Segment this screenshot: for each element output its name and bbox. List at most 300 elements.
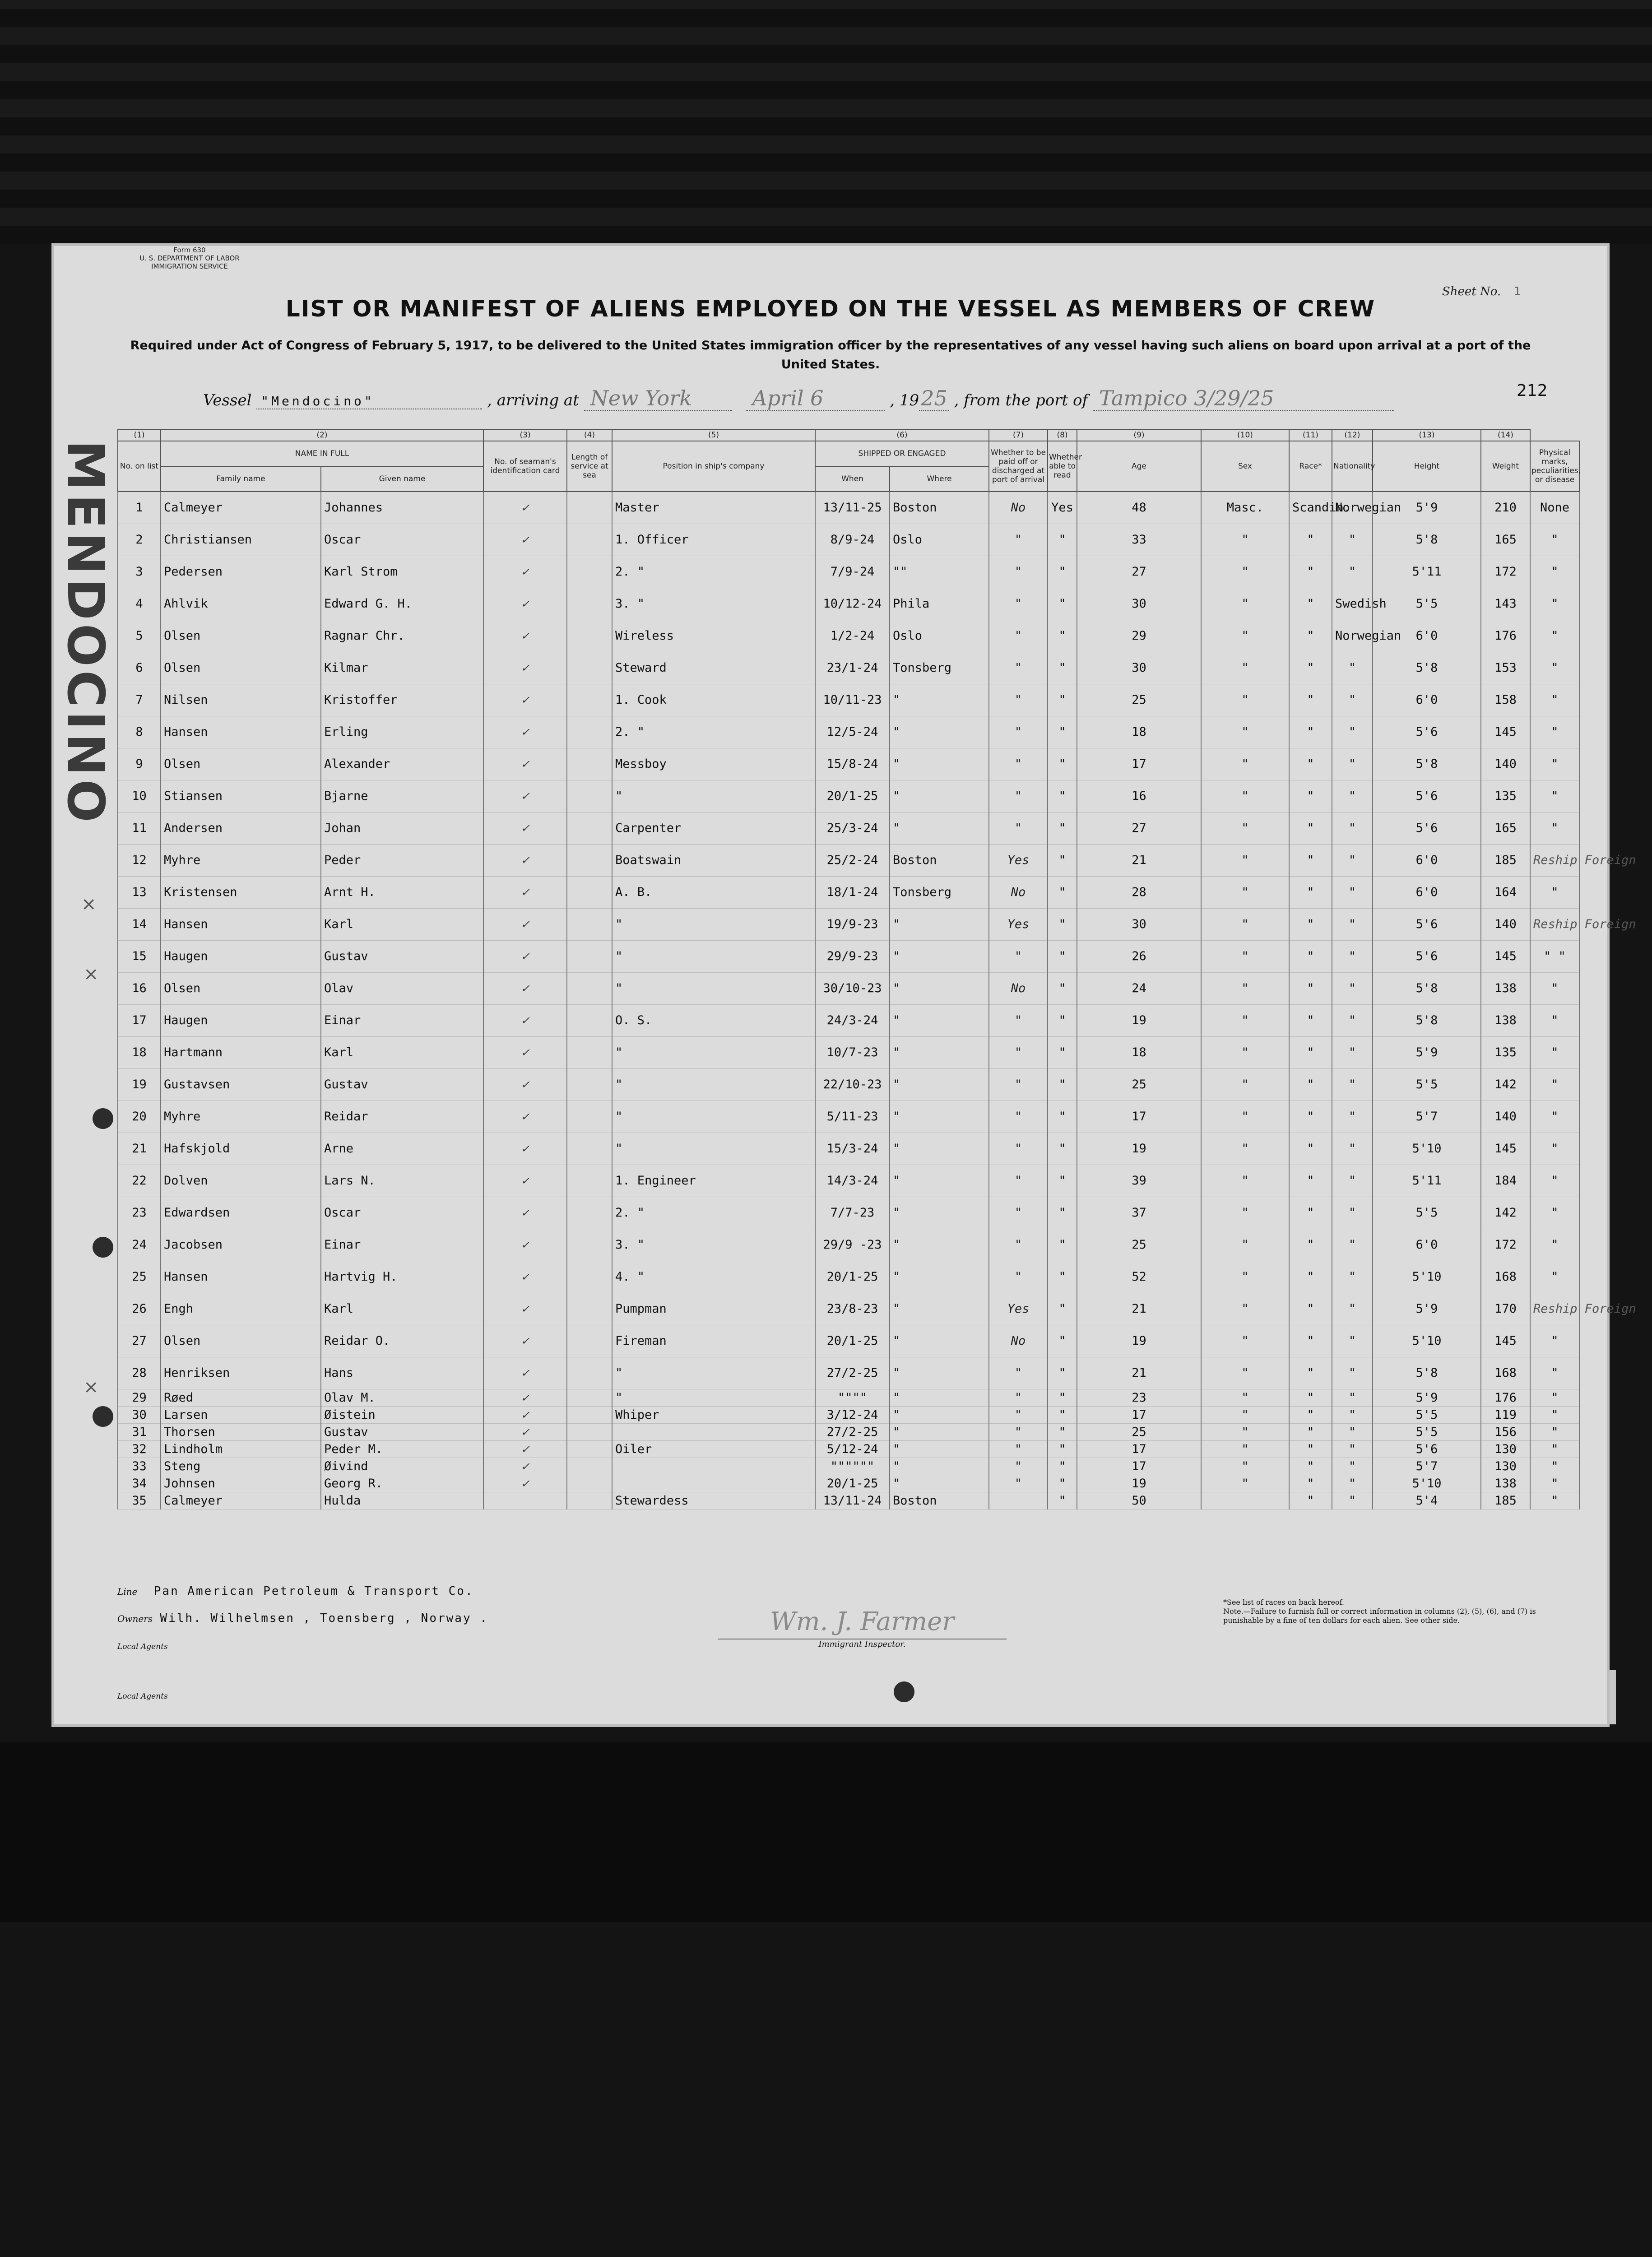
cell-service bbox=[567, 1357, 612, 1389]
cell-shipped-where: " bbox=[890, 1293, 989, 1325]
film-border-top bbox=[0, 0, 1652, 244]
cell-race: " bbox=[1289, 1293, 1332, 1325]
cell-age: 48 bbox=[1077, 492, 1201, 524]
cell-height: 5'11 bbox=[1373, 1165, 1481, 1197]
cell-sex: " bbox=[1201, 1407, 1289, 1424]
cell-race: Scandin. bbox=[1289, 492, 1332, 524]
cell-service bbox=[567, 1101, 612, 1133]
cell-family-name: Calmeyer bbox=[161, 492, 321, 524]
cell-height: 5'8 bbox=[1373, 524, 1481, 556]
cell-height: 5'8 bbox=[1373, 1005, 1481, 1037]
cell-weight: 170 bbox=[1481, 1293, 1530, 1325]
from-port: Tampico 3/29/25 bbox=[1093, 386, 1394, 411]
col-num: (12) bbox=[1332, 429, 1373, 441]
cell-list-no: 15 bbox=[118, 941, 161, 973]
arriving-label: , arriving at bbox=[487, 391, 579, 409]
cell-weight: 145 bbox=[1481, 1133, 1530, 1165]
cell-family-name: Lindholm bbox=[161, 1441, 321, 1458]
cell-race: " bbox=[1289, 1005, 1332, 1037]
cell-able-to-read: " bbox=[1048, 1441, 1077, 1458]
cell-age: 39 bbox=[1077, 1165, 1201, 1197]
cell-list-no: 32 bbox=[118, 1441, 161, 1458]
cell-given-name: Øistein bbox=[321, 1407, 483, 1424]
cell-family-name: Johnsen bbox=[161, 1475, 321, 1492]
cell-service bbox=[567, 1441, 612, 1458]
cell-paid-off: " bbox=[989, 620, 1048, 652]
cell-shipped-where: Tonsberg bbox=[890, 652, 989, 684]
cell-given-name: Erling bbox=[321, 716, 483, 748]
table-row bbox=[118, 1357, 1579, 1389]
cell-shipped-when: 27/2-25 bbox=[815, 1424, 890, 1441]
page-subtitle: Required under Act of Congress of February 5, 1917, to be delivered to the United States immigration officer by the representatives of any vessel having such aliens on board upon arrival at a port of the United States. bbox=[130, 339, 1531, 372]
cell-physical-marks: " bbox=[1530, 524, 1579, 556]
cell-position: " bbox=[612, 1389, 815, 1407]
cell-list-no: 27 bbox=[118, 1325, 161, 1357]
cell-shipped-when: 20/1-25 bbox=[815, 1325, 890, 1357]
cell-shipped-where: " bbox=[890, 748, 989, 780]
cell-nationality: " bbox=[1332, 973, 1373, 1005]
table-row bbox=[118, 652, 1579, 684]
cell-nationality: " bbox=[1332, 1229, 1373, 1261]
table-row bbox=[118, 1197, 1579, 1229]
cell-nationality: " bbox=[1332, 1325, 1373, 1357]
cell-shipped-when: 22/10-23 bbox=[815, 1069, 890, 1101]
cell-able-to-read: " bbox=[1048, 1133, 1077, 1165]
cell-weight: 135 bbox=[1481, 1037, 1530, 1069]
cell-family-name: Larsen bbox=[161, 1407, 321, 1424]
table-row bbox=[118, 973, 1579, 1005]
cell-family-name: Engh bbox=[161, 1293, 321, 1325]
sheet-number-value: 1 bbox=[1513, 285, 1521, 298]
cell-shipped-when: 25/2-24 bbox=[815, 845, 890, 877]
cell-height: 5'7 bbox=[1373, 1101, 1481, 1133]
cell-race: " bbox=[1289, 1441, 1332, 1458]
cell-list-no: 7 bbox=[118, 684, 161, 716]
cell-position: Boatswain bbox=[612, 845, 815, 877]
manifest-table-wrap bbox=[117, 429, 1636, 1509]
cell-physical-marks: " bbox=[1530, 1165, 1579, 1197]
cell-physical-marks: " bbox=[1530, 1229, 1579, 1261]
form-department: U. S. DEPARTMENT OF LABOR bbox=[139, 254, 240, 262]
cell-id-card: ✓ bbox=[483, 1407, 567, 1424]
cell-sex: " bbox=[1201, 716, 1289, 748]
cell-nationality: " bbox=[1332, 1101, 1373, 1133]
cell-paid-off: " bbox=[989, 1037, 1048, 1069]
cell-nationality: " bbox=[1332, 1133, 1373, 1165]
header-service: Length of service at sea bbox=[567, 441, 612, 492]
cell-id-card: ✓ bbox=[483, 748, 567, 780]
cell-list-no: 1 bbox=[118, 492, 161, 524]
cell-service bbox=[567, 1325, 612, 1357]
cell-paid-off: " bbox=[989, 524, 1048, 556]
cell-physical-marks: Reship Foreign bbox=[1530, 909, 1579, 941]
cell-paid-off: " bbox=[989, 1229, 1048, 1261]
cell-service bbox=[567, 556, 612, 588]
col-num: (5) bbox=[612, 429, 815, 441]
cell-shipped-when: 24/3-24 bbox=[815, 1005, 890, 1037]
cell-sex: " bbox=[1201, 684, 1289, 716]
cell-id-card: ✓ bbox=[483, 652, 567, 684]
col-num: (1) bbox=[118, 429, 161, 441]
cell-id-card bbox=[483, 1492, 567, 1509]
cell-physical-marks: " bbox=[1530, 1069, 1579, 1101]
cell-service bbox=[567, 909, 612, 941]
cell-family-name: Myhre bbox=[161, 845, 321, 877]
cell-age: 27 bbox=[1077, 813, 1201, 845]
margin-x-mark: × bbox=[81, 894, 97, 915]
column-number-row bbox=[118, 429, 1579, 441]
cell-id-card: ✓ bbox=[483, 973, 567, 1005]
cell-paid-off: " bbox=[989, 813, 1048, 845]
cell-list-no: 22 bbox=[118, 1165, 161, 1197]
cell-given-name: Reidar bbox=[321, 1101, 483, 1133]
cell-height: 5'9 bbox=[1373, 1293, 1481, 1325]
cell-id-card: ✓ bbox=[483, 845, 567, 877]
cell-able-to-read: " bbox=[1048, 1101, 1077, 1133]
col-num: (3) bbox=[483, 429, 567, 441]
cell-id-card: ✓ bbox=[483, 1424, 567, 1441]
cell-race: " bbox=[1289, 1069, 1332, 1101]
table-row bbox=[118, 1229, 1579, 1261]
cell-paid-off: " bbox=[989, 684, 1048, 716]
cell-given-name: Reidar O. bbox=[321, 1325, 483, 1357]
cell-family-name: Calmeyer bbox=[161, 1492, 321, 1509]
cell-weight: 158 bbox=[1481, 684, 1530, 716]
cell-weight: 184 bbox=[1481, 1165, 1530, 1197]
cell-race: " bbox=[1289, 1325, 1332, 1357]
cell-list-no: 23 bbox=[118, 1197, 161, 1229]
cell-height: 5'10 bbox=[1373, 1325, 1481, 1357]
cell-able-to-read: " bbox=[1048, 588, 1077, 620]
cell-shipped-where: " bbox=[890, 1165, 989, 1197]
cell-paid-off: Yes bbox=[989, 1293, 1048, 1325]
cell-able-to-read: " bbox=[1048, 1165, 1077, 1197]
cell-able-to-read: " bbox=[1048, 1197, 1077, 1229]
cell-nationality: " bbox=[1332, 1407, 1373, 1424]
cell-physical-marks: " bbox=[1530, 1424, 1579, 1441]
cell-sex: " bbox=[1201, 1293, 1289, 1325]
cell-height: 5'5 bbox=[1373, 1424, 1481, 1441]
cell-paid-off: " bbox=[989, 748, 1048, 780]
cell-given-name: Gustav bbox=[321, 941, 483, 973]
cell-able-to-read: " bbox=[1048, 813, 1077, 845]
cell-age: 33 bbox=[1077, 524, 1201, 556]
cell-id-card: ✓ bbox=[483, 1389, 567, 1407]
table-row bbox=[118, 620, 1579, 652]
cell-physical-marks: " bbox=[1530, 1325, 1579, 1357]
cell-sex: " bbox=[1201, 1229, 1289, 1261]
cell-shipped-when: 20/1-25 bbox=[815, 780, 890, 813]
cell-shipped-when: 19/9-23 bbox=[815, 909, 890, 941]
cell-height: 5'5 bbox=[1373, 1407, 1481, 1424]
table-row bbox=[118, 813, 1579, 845]
cell-sex: " bbox=[1201, 620, 1289, 652]
cell-id-card: ✓ bbox=[483, 780, 567, 813]
cell-nationality: " bbox=[1332, 877, 1373, 909]
cell-id-card: ✓ bbox=[483, 1069, 567, 1101]
cell-list-no: 25 bbox=[118, 1261, 161, 1293]
cell-list-no: 9 bbox=[118, 748, 161, 780]
cell-age: 25 bbox=[1077, 1229, 1201, 1261]
cell-age: 19 bbox=[1077, 1005, 1201, 1037]
cell-shipped-where: " bbox=[890, 1101, 989, 1133]
cell-height: 5'6 bbox=[1373, 813, 1481, 845]
cell-service bbox=[567, 813, 612, 845]
cell-service bbox=[567, 716, 612, 748]
cell-id-card: ✓ bbox=[483, 716, 567, 748]
cell-id-card: ✓ bbox=[483, 524, 567, 556]
cell-given-name: Johan bbox=[321, 813, 483, 845]
cell-nationality: " bbox=[1332, 941, 1373, 973]
owners-label: Owners bbox=[117, 1613, 153, 1624]
cell-weight: 138 bbox=[1481, 973, 1530, 1005]
cell-paid-off: No bbox=[989, 877, 1048, 909]
cell-age: 26 bbox=[1077, 941, 1201, 973]
cell-physical-marks: " bbox=[1530, 1357, 1579, 1389]
cell-age: 52 bbox=[1077, 1261, 1201, 1293]
cell-weight: 140 bbox=[1481, 909, 1530, 941]
cell-race: " bbox=[1289, 845, 1332, 877]
cell-sex: " bbox=[1201, 909, 1289, 941]
cell-able-to-read: " bbox=[1048, 652, 1077, 684]
cell-weight: 145 bbox=[1481, 1325, 1530, 1357]
cell-race: " bbox=[1289, 524, 1332, 556]
cell-sex: " bbox=[1201, 1197, 1289, 1229]
cell-nationality: " bbox=[1332, 1475, 1373, 1492]
cell-able-to-read: " bbox=[1048, 1407, 1077, 1424]
cell-list-no: 34 bbox=[118, 1475, 161, 1492]
cell-weight: 168 bbox=[1481, 1261, 1530, 1293]
cell-paid-off: No bbox=[989, 973, 1048, 1005]
margin-x-mark: × bbox=[84, 964, 99, 985]
col-num: (13) bbox=[1373, 429, 1481, 441]
cell-id-card: ✓ bbox=[483, 1165, 567, 1197]
cell-height: 5'7 bbox=[1373, 1458, 1481, 1475]
table-row bbox=[118, 877, 1579, 909]
cell-shipped-where: " bbox=[890, 780, 989, 813]
cell-shipped-where: " bbox=[890, 1441, 989, 1458]
cell-race: " bbox=[1289, 1475, 1332, 1492]
cell-family-name: Dolven bbox=[161, 1165, 321, 1197]
side-stamp: MENDOCINO bbox=[56, 440, 115, 826]
cell-list-no: 19 bbox=[118, 1069, 161, 1101]
cell-sex: " bbox=[1201, 556, 1289, 588]
cell-race: " bbox=[1289, 716, 1332, 748]
cell-paid-off: Yes bbox=[989, 909, 1048, 941]
cell-id-card: ✓ bbox=[483, 1458, 567, 1475]
cell-paid-off: " bbox=[989, 1261, 1048, 1293]
cell-service bbox=[567, 748, 612, 780]
col-num: (2) bbox=[161, 429, 483, 441]
cell-nationality: " bbox=[1332, 716, 1373, 748]
cell-height: 5'9 bbox=[1373, 492, 1481, 524]
cell-shipped-where: " bbox=[890, 684, 989, 716]
cell-weight: 138 bbox=[1481, 1475, 1530, 1492]
cell-family-name: Henriksen bbox=[161, 1357, 321, 1389]
cell-age: 18 bbox=[1077, 716, 1201, 748]
cell-physical-marks: " bbox=[1530, 620, 1579, 652]
cell-race: " bbox=[1289, 877, 1332, 909]
cell-age: 21 bbox=[1077, 1293, 1201, 1325]
cell-service bbox=[567, 1458, 612, 1475]
cell-sex: " bbox=[1201, 1165, 1289, 1197]
cell-height: 5'6 bbox=[1373, 716, 1481, 748]
header-weight: Weight bbox=[1481, 441, 1530, 492]
punch-hole bbox=[93, 1108, 113, 1129]
cell-id-card: ✓ bbox=[483, 941, 567, 973]
cell-able-to-read: " bbox=[1048, 941, 1077, 973]
cell-list-no: 6 bbox=[118, 652, 161, 684]
page-title: LIST OR MANIFEST OF ALIENS EMPLOYED ON THE VESSEL AS MEMBERS OF CREW bbox=[285, 296, 1376, 322]
cell-sex: " bbox=[1201, 1325, 1289, 1357]
cell-given-name: Arne bbox=[321, 1133, 483, 1165]
cell-weight: 130 bbox=[1481, 1441, 1530, 1458]
cell-able-to-read: " bbox=[1048, 1492, 1077, 1509]
cell-list-no: 26 bbox=[118, 1293, 161, 1325]
cell-service bbox=[567, 1229, 612, 1261]
cell-position: 1. Officer bbox=[612, 524, 815, 556]
col-num: (11) bbox=[1289, 429, 1332, 441]
cell-height: 5'8 bbox=[1373, 973, 1481, 1005]
cell-family-name: Olsen bbox=[161, 748, 321, 780]
table-row bbox=[118, 1005, 1579, 1037]
cell-height: 6'0 bbox=[1373, 1229, 1481, 1261]
cell-shipped-when: 20/1-25 bbox=[815, 1475, 890, 1492]
cell-paid-off: " bbox=[989, 1389, 1048, 1407]
cell-shipped-when: 7/7-23 bbox=[815, 1197, 890, 1229]
cell-given-name: Gustav bbox=[321, 1069, 483, 1101]
cell-paid-off: " bbox=[989, 556, 1048, 588]
table-row bbox=[118, 1475, 1579, 1492]
table-row bbox=[118, 1133, 1579, 1165]
cell-family-name: Thorsen bbox=[161, 1424, 321, 1441]
cell-list-no: 13 bbox=[118, 877, 161, 909]
cell-family-name: Røed bbox=[161, 1389, 321, 1407]
cell-nationality: " bbox=[1332, 1492, 1373, 1509]
cell-list-no: 11 bbox=[118, 813, 161, 845]
cell-physical-marks: Reship Foreign bbox=[1530, 1293, 1579, 1325]
cell-shipped-where: " bbox=[890, 973, 989, 1005]
cell-position: Whiper bbox=[612, 1407, 815, 1424]
vessel-name: "Mendocino" bbox=[256, 394, 482, 409]
cell-shipped-where: "" bbox=[890, 556, 989, 588]
cell-service bbox=[567, 524, 612, 556]
cell-nationality: " bbox=[1332, 1037, 1373, 1069]
cell-id-card: ✓ bbox=[483, 1325, 567, 1357]
cell-paid-off: " bbox=[989, 941, 1048, 973]
punch-hole bbox=[93, 1406, 113, 1427]
cell-physical-marks: " bbox=[1530, 684, 1579, 716]
cell-position: Steward bbox=[612, 652, 815, 684]
cell-paid-off bbox=[989, 1492, 1048, 1509]
punch-hole bbox=[894, 1681, 914, 1702]
cell-able-to-read: " bbox=[1048, 780, 1077, 813]
cell-physical-marks: " bbox=[1530, 1037, 1579, 1069]
cell-position: " bbox=[612, 973, 815, 1005]
cell-given-name: Hans bbox=[321, 1357, 483, 1389]
cell-paid-off: " bbox=[989, 1101, 1048, 1133]
cell-list-no: 33 bbox=[118, 1458, 161, 1475]
cell-list-no: 18 bbox=[118, 1037, 161, 1069]
punch-hole bbox=[93, 1237, 113, 1258]
cell-weight: 130 bbox=[1481, 1458, 1530, 1475]
cell-nationality: " bbox=[1332, 652, 1373, 684]
cell-id-card: ✓ bbox=[483, 1261, 567, 1293]
cell-list-no: 24 bbox=[118, 1229, 161, 1261]
cell-family-name: Jacobsen bbox=[161, 1229, 321, 1261]
cell-paid-off: No bbox=[989, 492, 1048, 524]
cell-sex: " bbox=[1201, 1069, 1289, 1101]
header-age: Age bbox=[1077, 441, 1201, 492]
cell-shipped-where: " bbox=[890, 1261, 989, 1293]
cell-id-card: ✓ bbox=[483, 1475, 567, 1492]
column-header-row bbox=[118, 441, 1579, 466]
cell-list-no: 4 bbox=[118, 588, 161, 620]
cell-list-no: 29 bbox=[118, 1389, 161, 1407]
cell-physical-marks: " bbox=[1530, 813, 1579, 845]
cell-shipped-when: """""" bbox=[815, 1458, 890, 1475]
header-read: Whether able to read bbox=[1048, 441, 1077, 492]
arrival-date: April 6 bbox=[746, 386, 885, 411]
cell-shipped-where: " bbox=[890, 1069, 989, 1101]
cell-list-no: 5 bbox=[118, 620, 161, 652]
cell-shipped-where: " bbox=[890, 1407, 989, 1424]
table-row bbox=[118, 1389, 1579, 1407]
cell-position: Stewardess bbox=[612, 1492, 815, 1509]
cell-family-name: Christiansen bbox=[161, 524, 321, 556]
cell-paid-off: " bbox=[989, 1441, 1048, 1458]
table-row bbox=[118, 1424, 1579, 1441]
col-num: (10) bbox=[1201, 429, 1289, 441]
col-num: (9) bbox=[1077, 429, 1201, 441]
cell-given-name: Oscar bbox=[321, 524, 483, 556]
cell-shipped-where: " bbox=[890, 1325, 989, 1357]
cell-family-name: Olsen bbox=[161, 1325, 321, 1357]
cell-service bbox=[567, 1197, 612, 1229]
cell-physical-marks: " bbox=[1530, 1475, 1579, 1492]
cell-age: 30 bbox=[1077, 909, 1201, 941]
manifest-body bbox=[118, 492, 1636, 1509]
cell-weight: 142 bbox=[1481, 1069, 1530, 1101]
cell-list-no: 12 bbox=[118, 845, 161, 877]
footer-notes bbox=[1223, 1598, 1575, 1625]
header-race: Race* bbox=[1289, 441, 1332, 492]
cell-weight: 138 bbox=[1481, 1005, 1530, 1037]
cell-shipped-when: 10/11-23 bbox=[815, 684, 890, 716]
cell-service bbox=[567, 588, 612, 620]
cell-nationality: " bbox=[1332, 1005, 1373, 1037]
cell-shipped-where: Boston bbox=[890, 845, 989, 877]
agents-label-2: Local Agents bbox=[117, 1692, 168, 1701]
cell-shipped-when: 25/3-24 bbox=[815, 813, 890, 845]
line-value: Pan American Petroleum & Transport Co. bbox=[153, 1584, 474, 1598]
cell-weight: 119 bbox=[1481, 1407, 1530, 1424]
cell-given-name: Kristoffer bbox=[321, 684, 483, 716]
cell-able-to-read: " bbox=[1048, 1293, 1077, 1325]
cell-family-name: Olsen bbox=[161, 973, 321, 1005]
cell-nationality: " bbox=[1332, 1165, 1373, 1197]
cell-position bbox=[612, 1475, 815, 1492]
cell-height: 5'5 bbox=[1373, 1069, 1481, 1101]
table-row bbox=[118, 1407, 1579, 1424]
cell-paid-off: " bbox=[989, 716, 1048, 748]
cell-position: Master bbox=[612, 492, 815, 524]
cell-sex: " bbox=[1201, 1037, 1289, 1069]
cell-paid-off: " bbox=[989, 1458, 1048, 1475]
cell-position: Oiler bbox=[612, 1441, 815, 1458]
cell-given-name: Alexander bbox=[321, 748, 483, 780]
owners-row bbox=[117, 1611, 488, 1625]
